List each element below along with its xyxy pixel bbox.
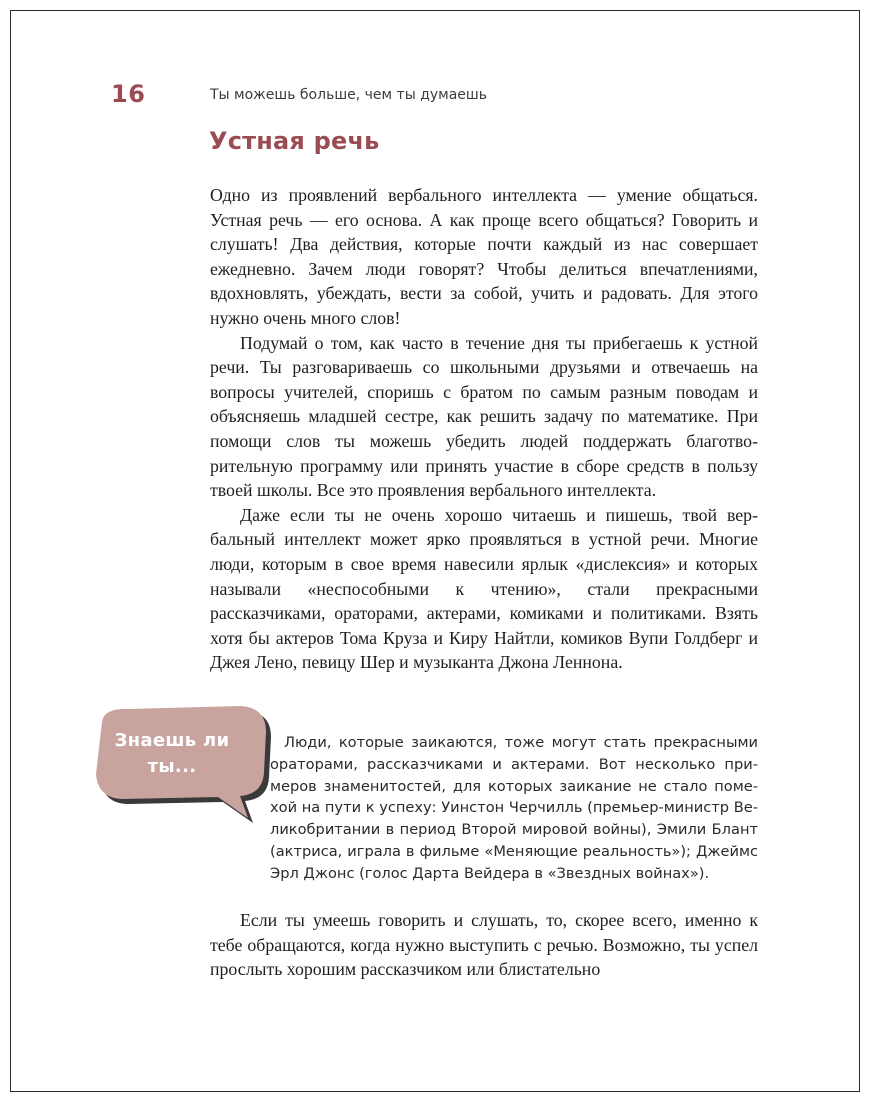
bubble-label: Знаешь ли ты... xyxy=(114,730,230,777)
paragraph-3: Даже если ты не очень хорошо читаешь и пишешь, твой вербальный интеллект может ярко проявляться в устной речи. Многие люди, которым в свое время навесили ярлык «дислексия» и которых называли «неспособными к чтению», стали прекрасными рассказчиками, ораторами, актерами, комиками и политиками. Взять хотя бы актеров Тома Круза и Киру Найтли, комиков Вупи Голдберг и Джея Лено, певицу Шер и музыканта Джона Леннона. xyxy=(210,504,758,673)
paragraph-1: Одно из проявлений вербального интеллекта — умение общаться. Устная речь — его основа. А как проще всего общаться? Говорить и слушать! Два действия, которые почти каждый из нас совершает ежедневно. Зачем люди говорят? Чтобы делиться впечатлениями, вдохновлять, убеждать, вести за собой, учить и радовать. Для этого нужно очень много слов! xyxy=(210,185,758,328)
closing-text xyxy=(210,908,758,982)
running-head: Ты можешь больше, чем ты думаешь xyxy=(210,87,487,103)
paragraph-2: Подумай о том, как часто в течение дня ты прибегаешь к устной речи. Ты разговариваешь со школьными друзьями и отвечаешь на вопросы учителей, споришь с братом по самым разным поводам и объясняешь младшей сестре, как решить задачу по математике. При помощи слов ты можешь убедить людей поддержать благотворительную программу или принять участие в сборе средств в пользу твоей школы. Все это проявления вербального интеллекта. xyxy=(210,332,758,501)
page-number: 16 xyxy=(111,80,146,108)
closing-paragraph: Если ты умеешь говорить и слушать, то, скорее всего, именно к тебе обращаются, когда нужно выступить с речью. Возможно, ты успел прослыть хорошим рассказчиком или блистательно xyxy=(210,910,758,980)
main-text xyxy=(210,183,758,675)
did-you-know-bubble xyxy=(80,700,280,830)
section-title: Устная речь xyxy=(209,127,380,155)
sidebar-note xyxy=(270,732,758,885)
sidebar-note-text: Люди, которые заикаются, тоже могут стать прекрасными ораторами, рассказчиками и актерами. Вот несколько примеров знаменитостей, для которых заикание не стало помехой на пути к успеху: Уинстон Черчилль (премьер-министр Великобритании в период Второй мировой войны), Эмили Блант (актриса, играла в фильме «Меняющие реальность»); Джеймс Эрл Джонс (голос Дарта Вейдера в «Звездных войнах»). xyxy=(270,734,758,882)
